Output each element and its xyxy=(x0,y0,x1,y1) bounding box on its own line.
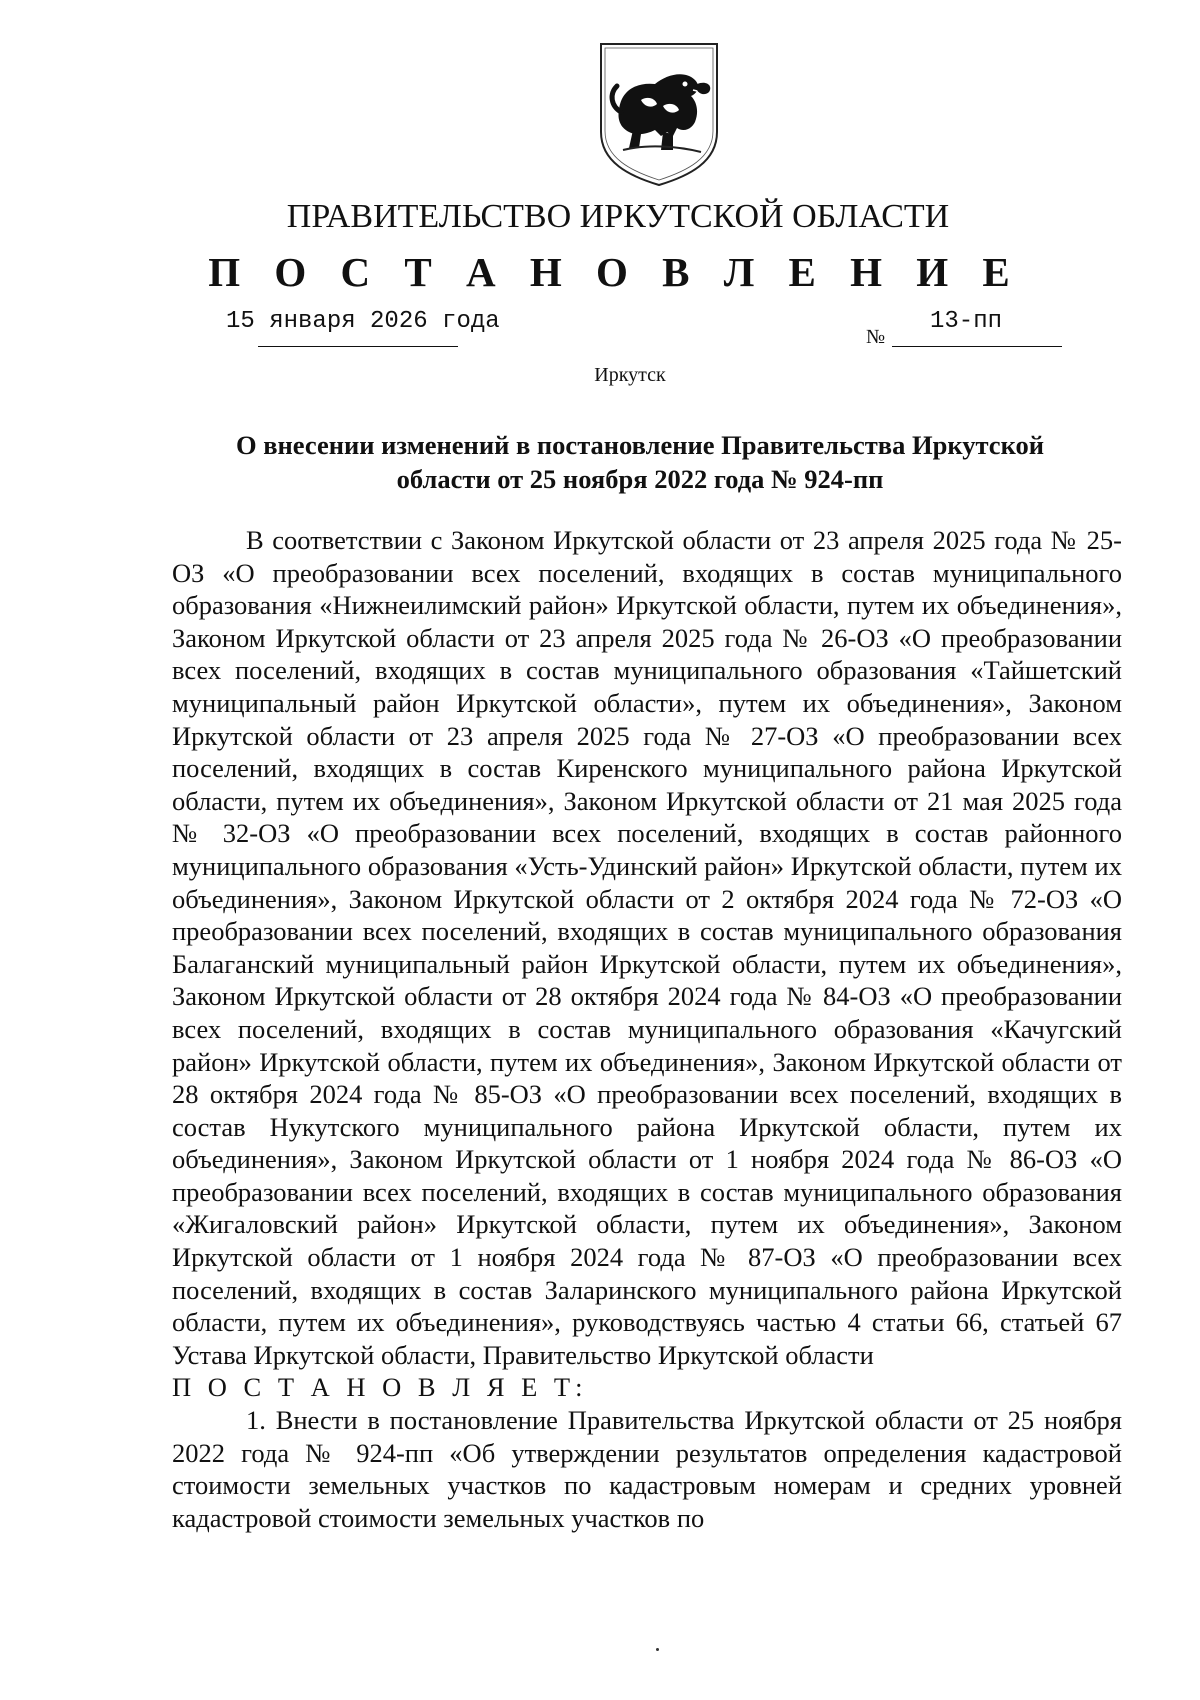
coat-of-arms-icon xyxy=(597,40,721,188)
resolves-heading: П О С Т А Н О В Л Я Е Т: xyxy=(172,1372,588,1403)
decree-date: 15 января 2026 года xyxy=(226,308,500,335)
government-title: ПРАВИТЕЛЬСТВО ИРКУТСКОЙ ОБЛАСТИ xyxy=(286,198,950,235)
date-underline xyxy=(258,346,458,347)
number-sign: № xyxy=(866,326,886,348)
document-body xyxy=(172,524,1122,1534)
subject-line-1: О внесении изменений в постановление Правительства Иркутской xyxy=(235,430,1045,460)
number-underline xyxy=(892,346,1062,347)
preamble-paragraph: В соответствии с Законом Иркутской области от 23 апреля 2025 года № 25-ОЗ «О преобразовании всех поселений, входящих в состав муниципального образования «Нижнеилимский район» Иркутской области, путем их объединения», Законом Иркутской области от 23 апреля 2025 года № 26-ОЗ «О преобразовании всех поселений, входящих в состав муниципального образования «Тайшетский муниципальный район Иркутской области», путем их объединения», Законом Иркутской области от 23 апреля 2025 года № 27-ОЗ «О преобразовании всех поселений, входящих в состав Киренского муниципального района Иркутской области, путем их объединения», Законом Иркутской области от 21 мая 2025 года № 32-ОЗ «О преобразовании всех поселений, входящих в состав районного муниципального образования «Усть-Удинский район» Иркутской области, путем их объединения», Законом Иркутской области от 2 октября 2024 года № 72-ОЗ «О преобразовании всех поселений, входящих в состав муниципального образования Балаганский муниципальный район Иркутской области, путем их объединения», Законом Иркутской области от 28 октября 2024 года № 84-ОЗ «О преобразовании всех поселений, входящих в состав муниципального образования «Качугский район» Иркутской области, путем их объединения», Законом Иркутской области от 28 октября 2024 года № 85-ОЗ «О преобразовании всех поселений, входящих в состав Нукутского муниципального района Иркутской области, путем их объединения», Законом Иркутской области от 1 ноября 2024 года № 86-ОЗ «О преобразовании всех поселений, входящих в состав муниципального образования «Жигаловский район» Иркутской области, путем их объединения», Законом Иркутской области от 1 ноября 2024 года № 87-ОЗ «О преобразовании всех поселений, входящих в состав Заларинского муниципального района Иркутской области, путем их объединения», руководствуясь частью 4 статьи 66, статьей 67 Устава Иркутской области, Правительство Иркутской области xyxy=(172,525,1122,1370)
document-type-title: П О С Т А Н О В Л Е Н И Е xyxy=(208,249,1022,295)
city-name: Иркутск xyxy=(594,364,666,386)
scan-artifact-dot xyxy=(656,1648,659,1651)
decree-number: 13-пп xyxy=(930,308,1003,335)
item-1-paragraph: 1. Внести в постановление Правительства Иркутской области от 25 ноября 2022 года № 924-пп «Об утверждении результатов определения кадастровой стоимости земельных участков по кадастровым номерам и средних уровней кадастровой стоимости земельных участков по xyxy=(172,1405,1122,1533)
document-subject xyxy=(190,428,1090,496)
subject-line-2: области от 25 ноября 2022 года № 924-пп xyxy=(396,464,884,494)
